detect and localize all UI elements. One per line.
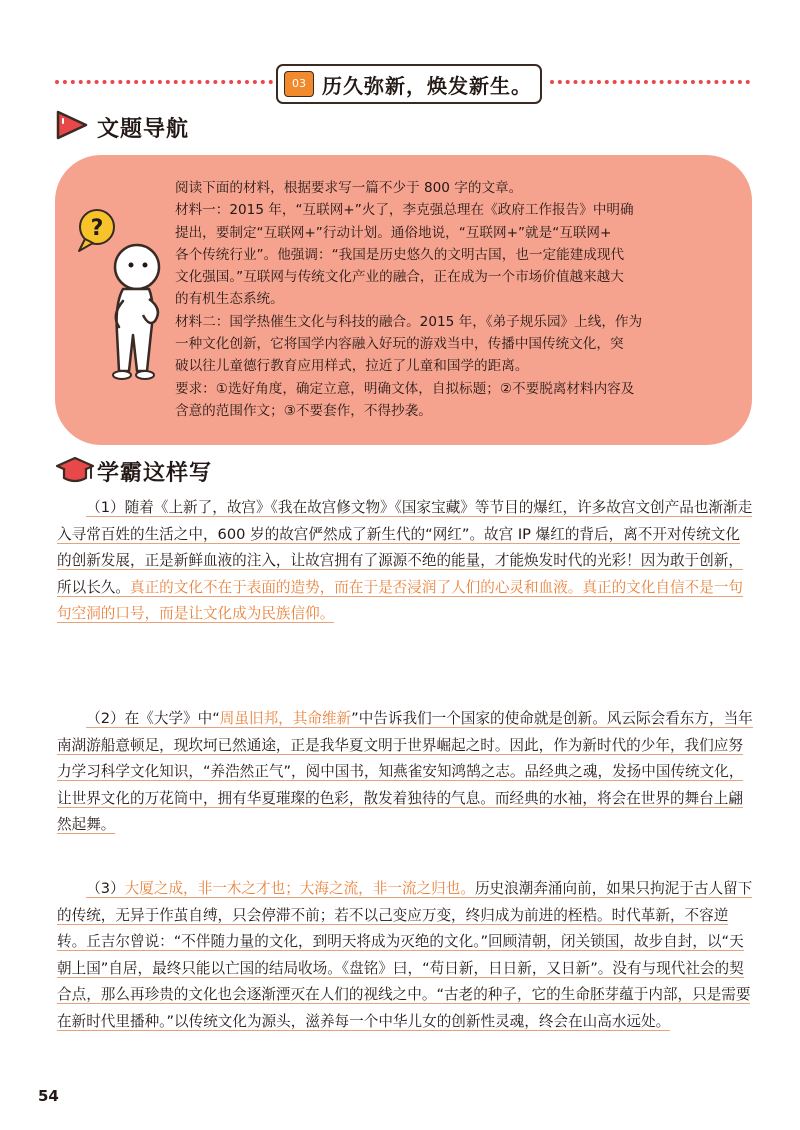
prompt-line: 一种文化创新，它将国学内容融入好玩的游戏当中，传播中国传统文化，突 bbox=[175, 336, 624, 353]
question-mark-icon: ? bbox=[90, 216, 104, 241]
essay-paragraph-1 bbox=[57, 495, 753, 628]
header-dotted-line-left bbox=[55, 80, 273, 84]
essay-text: （1）随着《上新了，故宫》《我在故宫修文物》《国家宝藏》等节目的爆红，许多故宫文创产品也渐渐走入寻常百姓的生活之中，600 岁的故宫俨然成了新生代的“网红”。故宫 IP 爆红的背后，离不开对传统文化的创新发展，正是新鲜血液的注入，让故宫拥有了源源不绝的能量，才能焕发时代的光彩！因为敢于创新，所以长久。 bbox=[57, 499, 753, 596]
thinking-figure-icon bbox=[71, 203, 171, 403]
prompt-line: 材料二：国学热催生文化与科技的融合。2015 年，《弟子规乐园》上线，作为 bbox=[175, 313, 643, 330]
essay-section-heading bbox=[55, 452, 295, 488]
chapter-title: 历久弥新，焕发新生。 bbox=[322, 74, 532, 98]
prompt-line: 的有机生态系统。 bbox=[175, 291, 284, 308]
essay-heading-text: 学霸这样写 bbox=[97, 460, 213, 486]
prompt-line: 阅读下面的材料，根据要求写一篇不少于 800 字的文章。 bbox=[175, 180, 523, 196]
play-icon bbox=[55, 110, 91, 140]
essay-text: （3） bbox=[86, 880, 125, 897]
prompt-line: 各个传统行业”。他强调：“我国是历史悠久的文明古国，也一定能建成现代 bbox=[175, 246, 625, 263]
prompt-line: 材料一：2015 年，“互联网+”火了，李克强总理在《政府工作报告》中明确 bbox=[175, 202, 634, 219]
prompt-line: 破以往儿童德行教育应用样式，拉近了儿童和国学的距离。 bbox=[175, 358, 529, 375]
prompt-heading-text: 文题导航 bbox=[97, 116, 190, 142]
prompt-section-heading bbox=[55, 108, 255, 144]
prompt-card bbox=[55, 155, 752, 445]
header-dotted-line-right bbox=[550, 80, 750, 84]
prompt-line: 含意的范围作文；③不要套作，不得抄袭。 bbox=[175, 402, 432, 419]
essay-highlight: 大厦之成，非一木之才也；大海之流，非一流之归也。 bbox=[124, 880, 475, 897]
prompt-line: 提出，要制定“互联网+”行动计划。通俗地说，“互联网+”就是“互联网+ bbox=[175, 224, 612, 241]
prompt-line: 文化强国。”互联网与传统文化产业的融合，正在成为一个市场价值越来越大 bbox=[175, 269, 624, 286]
chapter-title-box bbox=[276, 64, 542, 104]
essay-paragraph-2 bbox=[57, 706, 753, 839]
essay-text: ”中告诉我们一个国家的使命就是创新。风云际会看东方，当年南湖游船意顿足，现坎坷已然通途，正是我华夏文明于世界崛起之时。因此，作为新时代的少年，我们应努力学习科学文化知识，“养浩然正气”，阅中国书，知燕雀安知鸿鹄之志。品经典之魂，发扬中国传统文化，让世界文化的万花筒中，拥有华夏璀璨的色彩，散发着独待的气息。而经典的水袖，将会在世界的舞台上翩然起舞。 bbox=[57, 710, 753, 834]
prompt-text bbox=[175, 177, 735, 422]
graduation-cap-icon bbox=[55, 454, 95, 486]
essay-paragraph-3 bbox=[57, 876, 753, 1036]
prompt-line: 要求：①选好角度，确定立意，明确文体，自拟标题；②不要脱离材料内容及 bbox=[175, 380, 635, 397]
chapter-number: 03 bbox=[284, 71, 314, 97]
essay-text: （2）在《大学》中“ bbox=[86, 710, 220, 727]
essay-text: 历史浪潮奔涌向前，如果只拘泥于古人留下的传统，无异于作茧自缚，只会停滞不前；若不以己变应万变，终归成为前进的桎梏。时代革新，不容逆转。丘吉尔曾说：“不伴随力量的文化，到明天将成为灭绝的文化。”回顾清朝，闭关锁国，故步自封，以“天朝上国”自居，最终只能以亡国的结局收场。《盘铭》曰，“苟日新，日日新，又日新”。没有与现代社会的契合点，那么再珍贵的文化也会逐渐湮灭在人们的视线之中。“古老的种子，它的生命胚芽蕴于内部，只是需要在新时代里播种。”以传统文化为源头，滋养每一个中华儿女的创新性灵魂，终会在山高水远处。 bbox=[57, 880, 753, 1030]
essay-highlight: 周虽旧邦，其命维新 bbox=[219, 710, 352, 727]
essay-highlight: 真正的文化不在于表面的造势，而在于是否浸润了人们的心灵和血液。真正的文化自信不是一句句空洞的口号，而是让文化成为民族信仰。 bbox=[57, 578, 743, 623]
page-number: 54 bbox=[38, 1087, 59, 1105]
